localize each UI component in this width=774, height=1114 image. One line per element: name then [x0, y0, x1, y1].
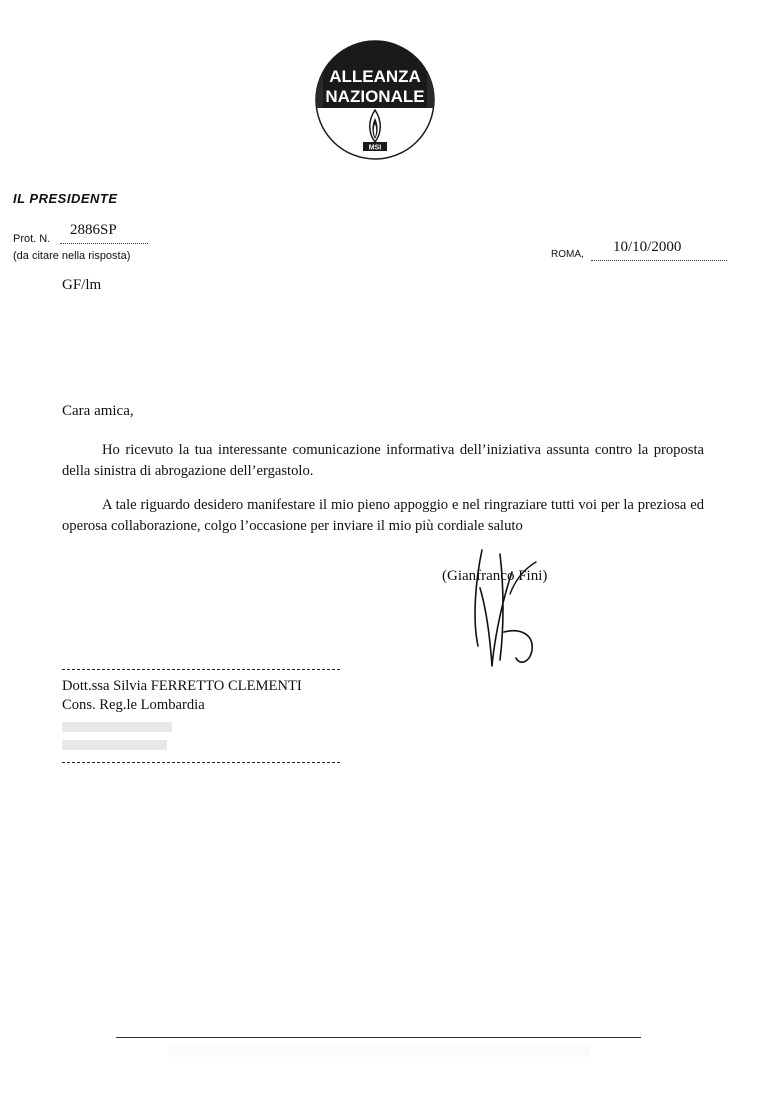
protocol-note: (da citare nella risposta)	[13, 250, 131, 262]
salutation: Cara amica,	[62, 403, 134, 419]
sender-title: IL PRESIDENTE	[13, 191, 118, 206]
logo-text-line1: ALLEANZA	[329, 67, 421, 86]
protocol-dotted-line	[60, 243, 148, 244]
signer-name: (Gianfranco Fini)	[442, 568, 548, 584]
redacted-address-line	[62, 722, 172, 732]
footer-rule	[116, 1037, 641, 1038]
recipient-name: Dott.ssa Silvia FERRETTO CLEMENTI	[62, 678, 302, 694]
logo-emblem-text: MSI	[368, 144, 382, 152]
letter-date: 10/10/2000	[613, 239, 682, 255]
protocol-number: 2886SP	[70, 222, 117, 238]
party-logo	[313, 38, 437, 162]
redacted-address-line	[62, 740, 167, 750]
handwritten-signature-icon	[460, 548, 550, 674]
logo-text-line2: NAZIONALE	[325, 87, 425, 106]
recipient-top-rule	[62, 669, 340, 670]
recipient-bottom-rule	[62, 762, 340, 763]
reference-initials: GF/lm	[62, 277, 102, 293]
body-paragraph: Ho ricevuto la tua interessante comunicazione informativa dell’iniziativa assunta contro la proposta della sinistra di abrogazione dell’ergastolo.	[62, 442, 704, 479]
body-paragraph: A tale riguardo desidero manifestare il mio pieno appoggio e nel ringraziare tutti voi per la preziosa ed operosa collaborazione, colgo l’occasione per inviare il mio più cordiale saluto	[62, 497, 704, 534]
place-label: ROMA,	[551, 249, 584, 260]
protocol-label: Prot. N.	[13, 233, 51, 245]
date-dotted-line	[591, 260, 727, 261]
footer-band	[168, 1043, 590, 1057]
recipient-role: Cons. Reg.le Lombardia	[62, 697, 205, 713]
